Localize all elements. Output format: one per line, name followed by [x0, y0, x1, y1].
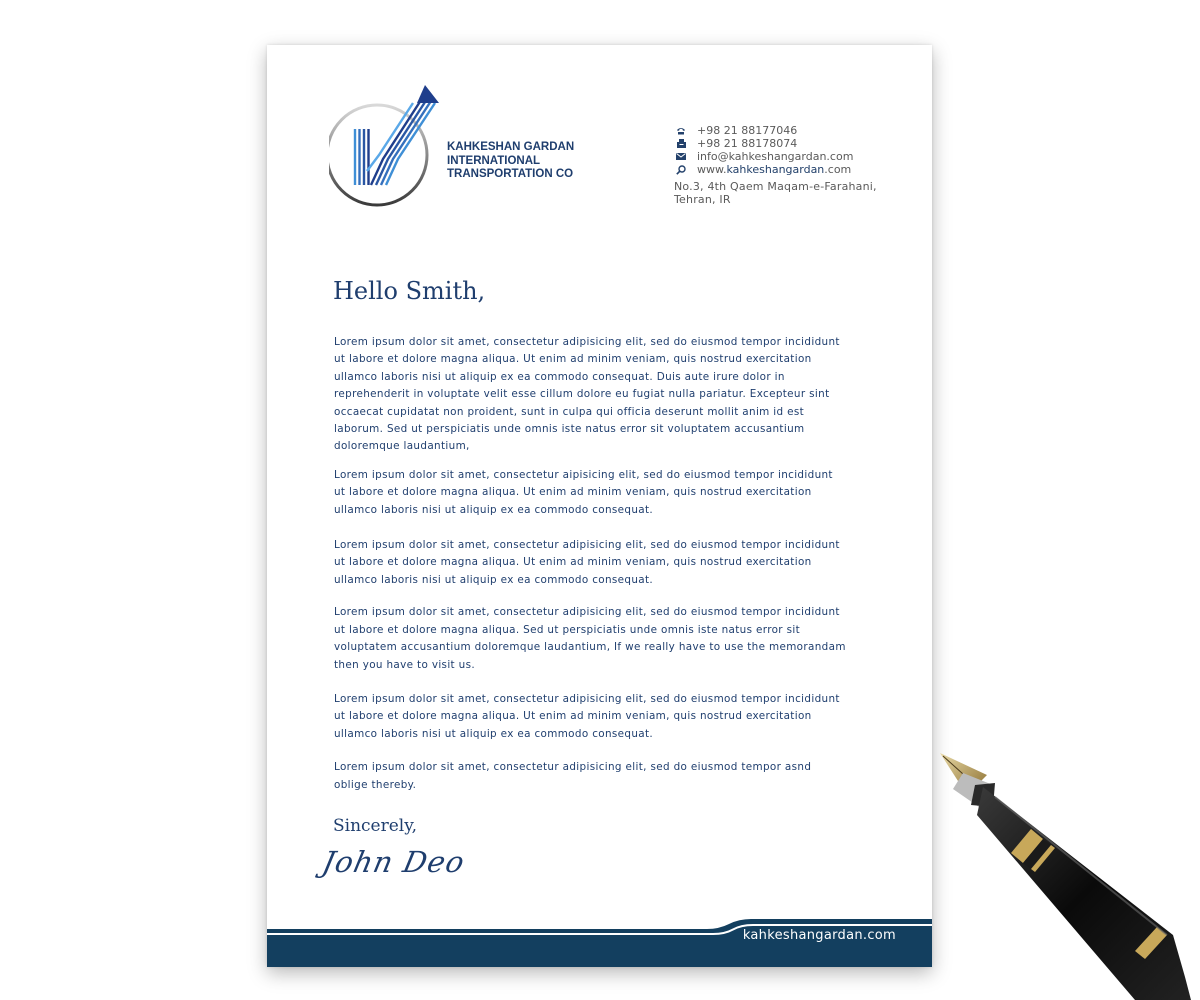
company-name-line-2: INTERNATIONAL	[447, 154, 541, 167]
address-line-2: Tehran, IR	[674, 193, 731, 206]
signature: John Deo	[319, 845, 469, 879]
phone-icon	[674, 124, 688, 137]
paragraph: Lorem ipsum dolor sit amet, consectetur adipisicing elit, sed do eiusmod tempor incididunt ut labore et dolore magna aliqua. Ut enim ad minim veniam, quis nostrud exercitation ullamco laboris nisi ut aliquip ex ea commodo consequat.	[334, 692, 840, 740]
website-link[interactable]: www.kahkeshangardan.com	[697, 163, 852, 176]
paragraph: Lorem ipsum dolor sit amet, consectetur adipisicing elit, sed do eiusmod tempor incididunt ut labore et dolore magna aliqua. Sed ut perspiciatis unde omnis iste natus error sit voluptatem accusantium doloremque laudantium, If we really have to use the memorandam then you have to visit us.	[334, 606, 846, 671]
k-arrow-logo-icon	[329, 81, 441, 213]
email-icon	[674, 150, 688, 163]
letter-body	[334, 334, 894, 794]
sign-off: Sincerely,	[333, 816, 417, 836]
company-name-line-3: TRANSPORTATION CO	[447, 168, 574, 180]
footer-website[interactable]: kahkeshangardan.com	[742, 928, 896, 943]
phone-number[interactable]: +98 21 88177046	[697, 124, 798, 137]
fax-number[interactable]: +98 21 88178074	[697, 137, 798, 150]
paragraph: Lorem ipsum dolor sit amet, consectetur adipisicing elit, sed do eiusmod tempor incididunt ut labore et dolore magna aliqua. Ut enim ad minim veniam, quis nostrud exercitation ullamco laboris nisi ut aliquip ex ea commodo consequat.	[334, 539, 840, 586]
paragraph: Lorem ipsum dolor sit amet, consectetur adipisicing elit, sed do eiusmod tempor incididunt ut labore et dolore magna aliqua. Ut enim ad minim veniam, quis nostrud exercitation ullamco laboris nisi ut aliquip ex ea commodo consequat. Duis aute irure dolor in reprehenderit in voluptate velit esse cillum dolore eu fugiat nulla pariatur. Excepteur sint occaecat cupidatat non proident, sunt in culpa qui officia deserunt mollit anim id est laborum. Sed ut perspiciatis unde omnis iste natus error sit voluptatem accusantium doloremque laudantium,	[334, 336, 840, 453]
email-address[interactable]: info@kahkeshangardan.com	[697, 150, 854, 163]
address-line-1: No.3, 4th Qaem Maqam-e-Farahani,	[674, 180, 877, 193]
company-name-line-1: KAHKESHAN GARDAN	[447, 141, 575, 153]
paragraph: Lorem ipsum dolor sit amet, consectetur aipisicing elit, sed do eiusmod tempor incididunt ut labore et dolore magna aliqua. Ut enim ad minim veniam, quis nostrud exercitation ullamco laboris nisi ut aliquip ex ea commodo consequat.	[334, 468, 833, 516]
company-name	[447, 141, 574, 182]
greeting: Hello Smith,	[333, 277, 486, 305]
address	[674, 180, 877, 206]
fountain-pen-icon	[935, 745, 1200, 1000]
web-search-icon	[674, 163, 688, 176]
letterhead-sheet	[267, 45, 932, 967]
fax-icon	[674, 137, 688, 150]
contact-block	[674, 124, 877, 206]
paragraph: Lorem ipsum dolor sit amet, consectetur adipisicing elit, sed do eiusmod tempor asnd oblige thereby.	[334, 761, 812, 791]
